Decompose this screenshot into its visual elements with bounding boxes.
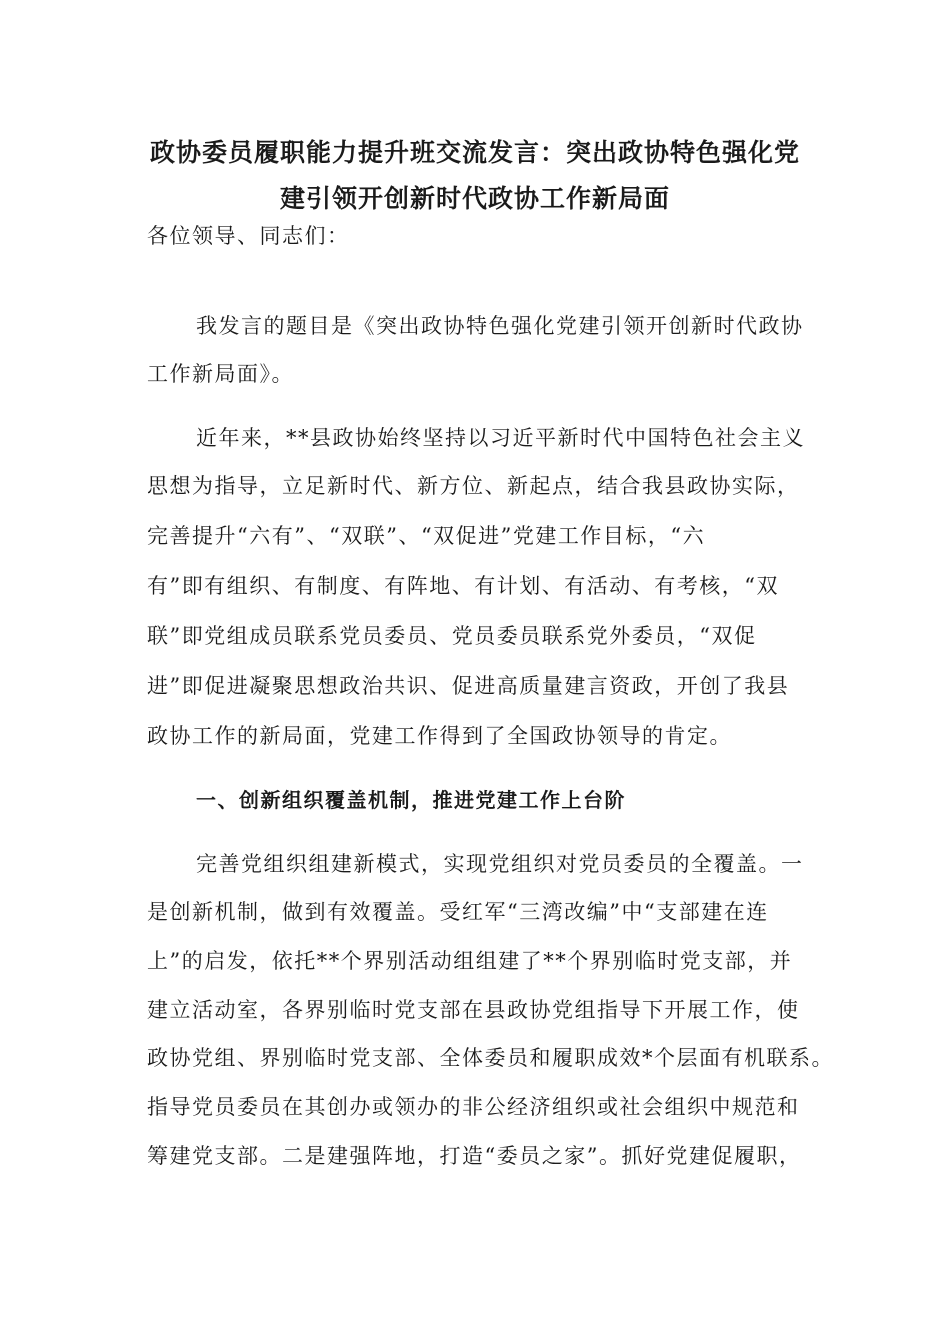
para1-line-5: 联”即党组成员联系党员委员、党员委员联系党外委员，“双促 bbox=[147, 624, 757, 648]
salutation: 各位领导、同志们： bbox=[147, 224, 350, 248]
para1-line-1: 近年来，**县政协始终坚持以习近平新时代中国特色社会主义 bbox=[196, 426, 805, 450]
para1-line-7: 政协工作的新局面，党建工作得到了全国政协领导的肯定。 bbox=[147, 724, 732, 748]
para1-line-3: 完善提升“六有”、“双联”、“双促进”党建工作目标，“六 bbox=[147, 524, 706, 548]
intro-line-2: 工作新局面》。 bbox=[147, 362, 294, 386]
para1-line-6: 进”即促进凝聚思想政治共识、促进高质量建言资政，开创了我县 bbox=[147, 674, 790, 698]
para2-line-3: 上”的启发，依托**个界别活动组组建了**个界别临时党支部，并 bbox=[147, 949, 793, 973]
para2-line-7: 筹建党支部。二是建强阵地，打造“委员之家”。抓好党建促履职， bbox=[147, 1144, 802, 1168]
para2-line-2: 是创新机制，做到有效覆盖。受红军“三湾改编”中“支部建在连 bbox=[147, 900, 769, 924]
intro-line-1: 我发言的题目是《突出政协特色强化党建引领开创新时代政协 bbox=[196, 314, 804, 338]
para1-line-4: 有”即有组织、有制度、有阵地、有计划、有活动、有考核，“双 bbox=[147, 574, 779, 598]
para1-line-2: 思想为指导，立足新时代、新方位、新起点，结合我县政协实际， bbox=[147, 474, 800, 498]
para2-line-4: 建立活动室，各界别临时党支部在县政协党组指导下开展工作，使 bbox=[147, 998, 800, 1022]
document-title-line-1: 政协委员履职能力提升班交流发言：突出政协特色强化党 bbox=[149, 138, 800, 167]
para2-line-6: 指导党员委员在其创办或领办的非公经济组织或社会组织中规范和 bbox=[147, 1095, 800, 1119]
para2-line-1: 完善党组织组建新模式，实现党组织对党员委员的全覆盖。一 bbox=[196, 852, 804, 876]
section1-heading: 一、创新组织覆盖机制，推进党建工作上台阶 bbox=[196, 788, 626, 812]
para2-line-5: 政协党组、界别临时党支部、全体委员和履职成效*个层面有机联系。 bbox=[147, 1046, 834, 1070]
document-title-line-2: 建引领开创新时代政协工作新局面 bbox=[279, 184, 670, 213]
